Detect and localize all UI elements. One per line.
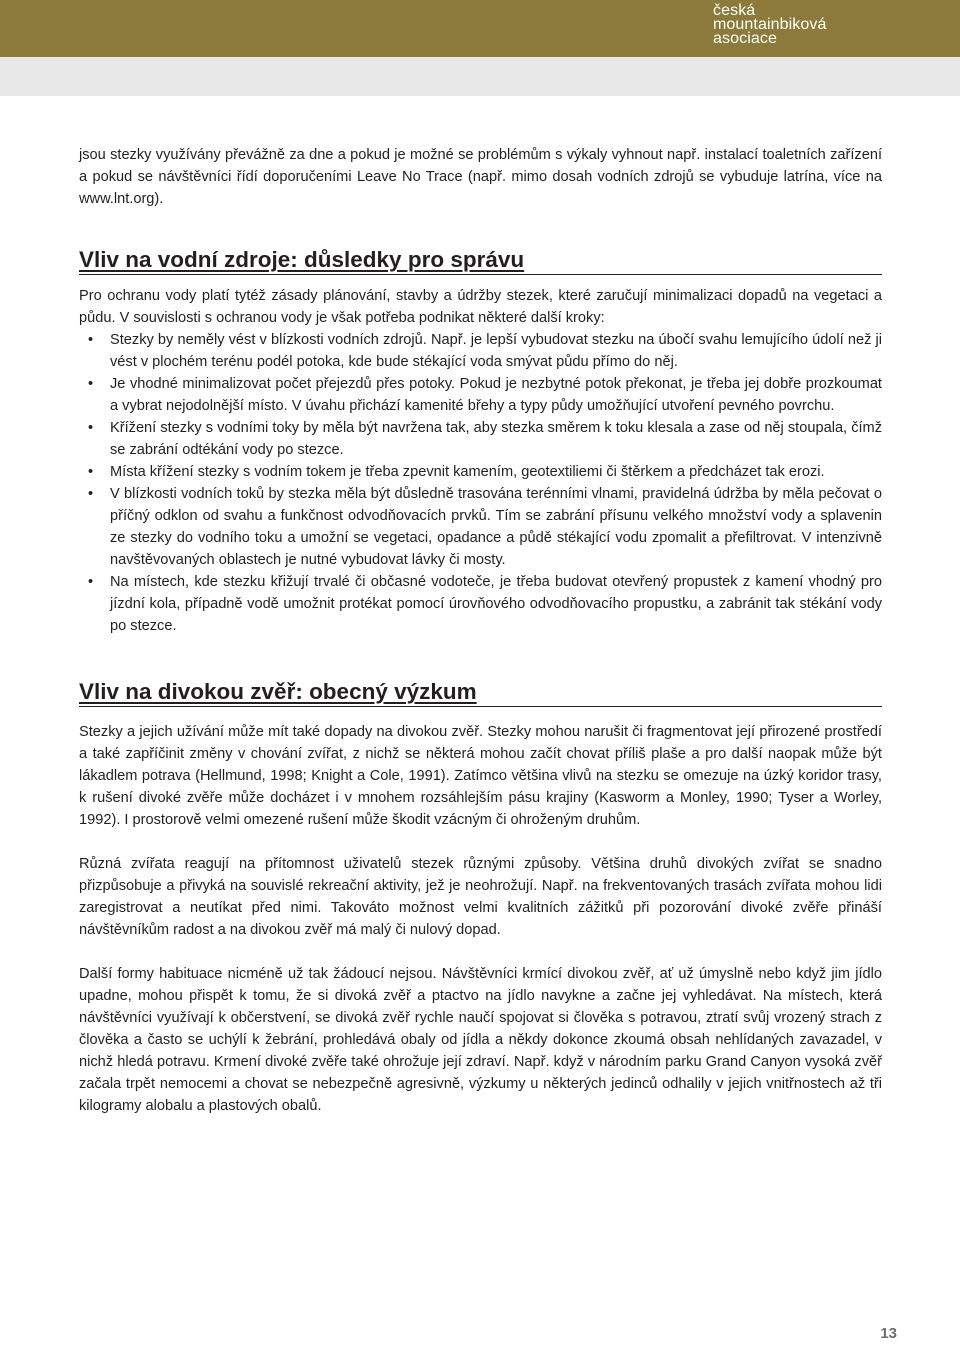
list-item: • Je vhodné minimalizovat počet přejezdů přes potoky. Pokud je nezbytné potok překonat, je třeba jej dobře prozkoumat a vybrat nejodolnější místo. V úvahu přichází kamenité břehy a typy půdy umožňující utvoření pevného povrchu. [79,373,882,417]
water-measures-list [79,329,882,637]
association-logo [713,4,826,46]
header-band [0,57,960,96]
list-item: • V blízkosti vodních toků by stezka měla být důsledně trasována terénními vlnami, pravidelná údržba by měla pečovat o příčný odklon od svahu a funkčnost odvodňovacích prvků. Tím se zabrání přísunu velkého množství vody a splavenin ze stezky do vodního toku a umožní se vegetaci, opadance a půdě stékající vodu zpomalit a přefiltrovat. V intenzivně navštěvovaných oblastech je nutné vybudovat lávky či mosty. [79,483,882,571]
list-item: • Křížení stezky s vodními toky by měla být navržena tak, aby stezka směrem k toku klesala a zase od něj stoupala, čímž se zabrání odtékání vody po stezce. [79,417,882,461]
page-content [79,144,882,1117]
wildlife-paragraph-3: Další formy habituace nicméně už tak žádoucí nejsou. Návštěvníci krmící divokou zvěř, ať už úmyslně nebo když jim jídlo upadne, mohou přispět k tomu, že si divoká zvěř a ptactvo na jídlo navykne a začne jej vyhledávat. Na místech, která návštěvníci využívají k občerstvení, se divoká zvěř rychle naučí spojovat si člověka s potravou, ztratí svůj vrozený strach z člověka a často se uchýlí k žebrání, prohledává obaly od jídla a někdy dokonce zkoumá obsah nehlídaných zavazadel, v nichž hledá potravu. Krmení divoké zvěře také ohrožuje její zdraví. Např. když v národním parku Grand Canyon vysoká zvěř začala trpět nemocemi a chovat se nebezpečně agresivně, výzkumy u některých jedinců odhalily v jejich vnitřnostech až tři kilogramy alobalu a plastových obalů. [79,966,882,1114]
list-item: • Místa křížení stezky s vodním tokem je třeba zpevnit kamením, geotextiliemi či štěrkem a předcházet tak erozi. [79,461,882,483]
wildlife-paragraph-1: Stezky a jejich užívání může mít také dopady na divokou zvěř. Stezky mohou narušit či fragmentovat její přirozené prostředí a také zapříčinit změny v chování zvířat, z nichž se některá mohou začít chovat příliš plaše a pro další naopak může být lákadlem potrava (Hellmund, 1998; Knight a Cole, 1991). Zatímco většina vlivů na stezku se omezuje na úzký koridor trasy, k rušení divoké zvěře může docházet i v mnohem rozsáhlejším pásu krajiny (Kasworm a Monley, 1990; Tyser a Worley, 1992). I prostorově velmi omezené rušení může škodit vzácným či ohroženým druhům. [79,724,882,828]
logo-line-2: mountainbiková [713,16,827,33]
logo-line-1: česká [713,2,756,19]
intro-paragraph: jsou stezky využívány převážně za dne a pokud je možné se problémům s výkaly vyhnout např. instalací toaletních zařízení a pokud se návštěvníci řídí doporučeními Leave No Trace (např. mimo dosah vodních zdrojů se vybuduje latrína, více na www.lnt.org). [79,147,882,207]
wildlife-paragraph-2: Různá zvířata reagují na přítomnost uživatelů stezek různými způsoby. Většina druhů divokých zvířat se snadno přizpůsobuje a přivyká na souvislé rekreační aktivity, jež je neohrožují. Např. na frekventovaných trasách zvířata mohou lidi zaregistrovat a neutíkat před nimi. Takováto možnost velmi kvalitních zážitků při pozorování divoké zvěře přináší návštěvníkům radost a na divokou zvěř má malý či nulový dopad. [79,856,882,938]
section-heading-water: Vliv na vodní zdroje: důsledky pro správu [79,246,882,275]
list-item: • Na místech, kde stezku křižují trvalé či občasné vodoteče, je třeba budovat otevřený propustek z kamení vhodný pro jízdní kola, případně vodě umožnit protékat pomocí úrovňového odvodňovacího propustku, a zabránit tak stékání vody po stezce. [79,571,882,637]
list-item: • Stezky by neměly vést v blízkosti vodních zdrojů. Např. je lepší vybudovat stezku na úbočí svahu lemujícího údolí než ji vést v plochém terénu podél potoka, kde bude stékající voda smývat půdu přímo do něj. [79,329,882,373]
section-heading-wildlife: Vliv na divokou zvěř: obecný výzkum [79,678,882,707]
logo-line-3: asociace [713,30,777,47]
section-water-intro: Pro ochranu vody platí tytéž zásady plánování, stavby a údržby stezek, které zaručují minimalizaci dopadů na vegetaci a půdu. V souvislosti s ochranou vody je však potřeba podnikat některé další kroky: [79,288,882,326]
page-number: 13 [880,1325,897,1342]
